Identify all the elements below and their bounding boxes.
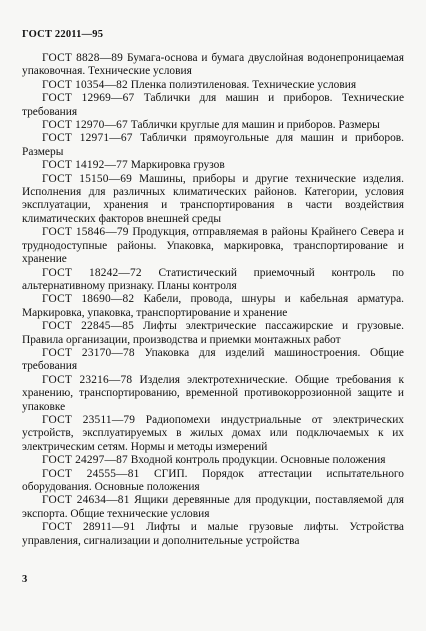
standard-title: Бумага-основа и бумага двуслойная водонепроницаемая упаковочная. Технические условия [22,52,404,78]
standard-title: Машины, приборы и другие технические изделия. Исполнения для различных климатических районов. Категории, условия эксплуатации, хранения и транспортирования в части воздействия климатических факторов внешней среды [22,172,404,225]
standard-code: ГОСТ 15846—79 [42,226,129,239]
standard-code: ГОСТ 28911—91 [42,521,136,534]
standard-code: ГОСТ 8828—89 [42,52,124,64]
standard-code: ГОСТ 23511—79 [42,413,136,426]
standard-title: СГИП. Порядок аттестации испытательного оборудования. Основные положения [22,467,404,493]
standard-code: ГОСТ 14192—77 [42,159,128,172]
standard-code: ГОСТ 24634—81 [42,494,130,507]
standard-title: Входной контроль продукции. Основные положения [130,454,386,467]
standard-title: Кабели, провода, шнуры и кабельная арматура. Маркировка, упаковка, транспортирование и хранение [22,293,404,319]
standard-title: Таблички прямоугольные для машин и приборов. Размеры [22,132,404,158]
standard-title: Лифты электрические пассажирские и грузовые. Правила организации, производства и приемки монтажных работ [22,320,404,346]
standard-code: ГОСТ 18242—72 [42,266,142,279]
reference-entry [22,226,404,266]
page-number: 3 [22,574,28,585]
reference-entry [22,173,404,227]
standard-code: ГОСТ 24555—81 [42,467,140,480]
standard-code: ГОСТ 12970—67 [42,119,128,132]
standard-code: ГОСТ 18690—82 [42,293,135,306]
document-header: ГОСТ 22011—95 [22,29,104,40]
standard-title: Статистический приемочный контроль по альтернативному признаку. Планы контроля [22,266,404,292]
reference-entry [22,521,404,548]
standard-title: Продукция, отправляемая в районы Крайнего Севера и труднодоступные районы. Упаковка, маркировка, транспортирование и хранение [22,226,404,266]
standard-title: Таблички круглые для машин и приборов. Размеры [130,119,380,132]
reference-entry [22,119,404,132]
standard-code: ГОСТ 12971—67 [42,132,133,145]
standard-title: Таблички для машин и приборов. Технические требования [22,92,404,118]
standard-code: ГОСТ 15150—69 [42,172,133,185]
reference-entry [22,267,404,294]
standard-code: ГОСТ 23216—78 [42,373,133,386]
reference-entry [22,132,404,159]
standard-code: ГОСТ 22845—85 [42,320,135,333]
reference-entry [22,293,404,320]
reference-entry [22,79,404,92]
reference-entry [22,494,404,521]
standard-title: Изделия электротехнические. Общие требования к хранению, транспортированию, временной противокоррозионной защите и упаковке [22,373,404,413]
standard-title: Ящики деревянные для продукции, поставляемой для экспорта. Общие технические условия [22,494,404,520]
reference-entry [22,468,404,495]
reference-entry [22,347,404,374]
reference-entry [22,92,404,119]
standard-code: ГОСТ 12969—67 [42,92,135,105]
standard-title: Упаковка для изделий машиностроения. Общие требования [22,346,404,373]
reference-entry [22,52,404,79]
reference-entry [22,374,404,414]
standard-title: Пленка полиэтиленовая. Технические условия [130,78,357,91]
reference-entry [22,320,404,347]
standard-title: Радиопомехи индустриальные от электрических устройств, эксплуатируемых в жилых домах или подключаемых к их электрическим сетям. Нормы и методы измерений [22,413,404,453]
standard-code: ГОСТ 24297—87 [42,454,128,467]
standard-code: ГОСТ 23170—78 [42,346,135,359]
reference-entry [22,414,404,454]
standard-title: Лифты и малые грузовые лифты. Устройства управления, сигнализации и дополнительные устройства [22,521,404,547]
reference-entry [22,159,404,172]
standard-title: Маркировка грузов [130,159,225,172]
reference-entry [22,454,404,467]
references-list [22,52,404,548]
standard-code: ГОСТ 10354—82 [42,78,128,91]
